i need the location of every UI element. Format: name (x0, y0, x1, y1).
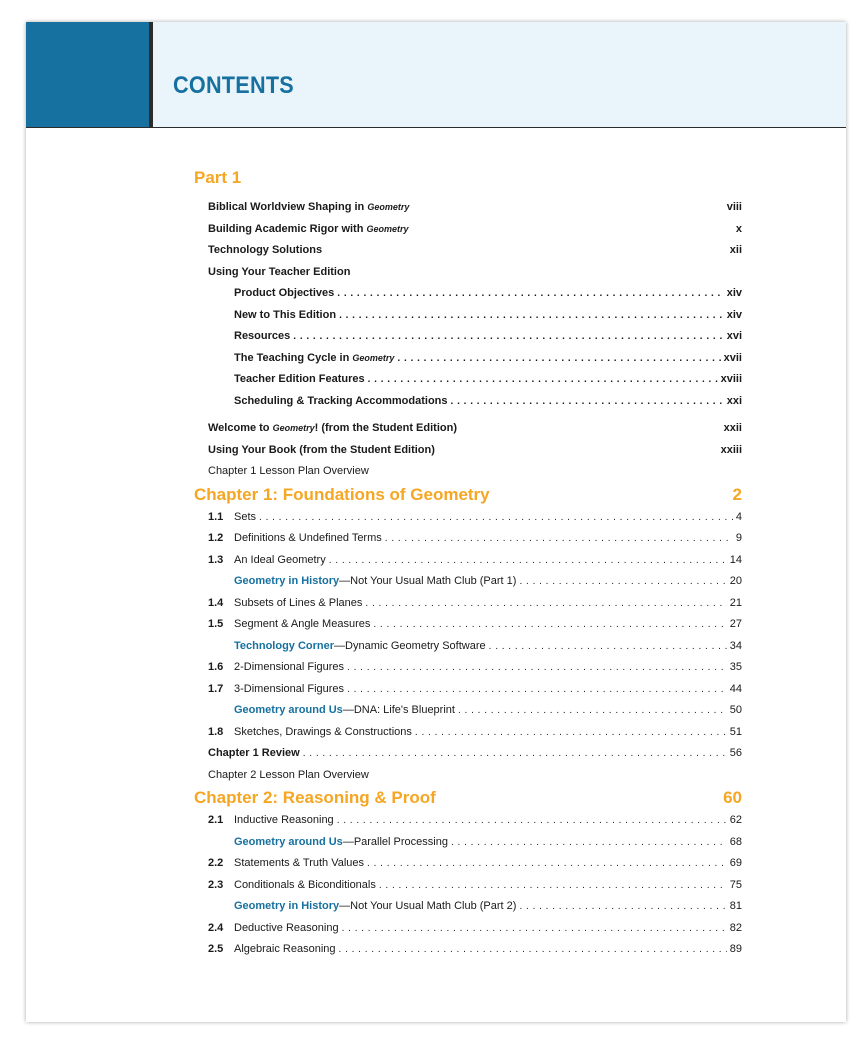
table-of-contents (194, 167, 742, 961)
dot-leader (347, 679, 727, 701)
section-page: 14 (729, 553, 742, 566)
review-page: 56 (729, 747, 742, 759)
entry-title: Teacher Edition Features (234, 373, 365, 385)
section-page: 51 (729, 725, 742, 738)
dot-leader (458, 700, 727, 722)
dot-leader (519, 896, 726, 918)
toc-entry[interactable] (194, 418, 742, 440)
entry-title: Biblical Worldview Shaping in Geometry (208, 201, 410, 213)
chapter-heading[interactable] (194, 483, 742, 507)
toc-section[interactable] (194, 507, 742, 529)
header-color-block (26, 22, 153, 127)
review-title: Chapter 1 Review (208, 747, 300, 759)
dot-leader (489, 636, 727, 658)
section-page: 4 (735, 510, 742, 523)
entry-page: xviii (720, 373, 742, 385)
entry-page: xii (729, 244, 742, 256)
toc-feature[interactable] (194, 700, 742, 722)
dot-leader (337, 283, 723, 305)
section-number: 1.5 (208, 618, 224, 630)
section-title: Conditionals & Biconditionals (234, 878, 376, 891)
section-page: 89 (729, 943, 742, 955)
section-title: Sketches, Drawings & Constructions (234, 725, 412, 738)
section-page: 34 (729, 639, 742, 652)
entry-title: Technology Solutions (208, 244, 323, 256)
feature-title: Geometry in History—Not Your Usual Math Club (Part 1) (234, 575, 517, 587)
chapter-title: Chapter 1: Foundations of Geometry (194, 484, 490, 504)
chapter-1-list (194, 507, 742, 787)
section-title: Algebraic Reasoning (234, 943, 336, 955)
book-page (26, 22, 846, 1022)
entry-title: Using Your Teacher Edition (208, 265, 351, 278)
dot-leader (339, 939, 727, 961)
dot-leader (373, 614, 726, 636)
section-number: 2.3 (208, 878, 224, 891)
feature-title: Geometry around Us—DNA: Life's Blueprint (234, 704, 455, 716)
dot-leader (519, 571, 726, 593)
toc-entry[interactable] (194, 262, 742, 284)
feature-title: Geometry in History—Not Your Usual Math Club (Part 2) (234, 900, 517, 912)
dot-leader (347, 657, 727, 679)
entry-page: xvii (723, 351, 742, 364)
section-page: 81 (729, 900, 742, 912)
entry-title: Using Your Book (from the Student Edition) (208, 443, 435, 456)
entry-title: Welcome to Geometry! (from the Student Edition) (208, 422, 457, 434)
toc-feature[interactable] (194, 896, 742, 918)
section-page: 75 (729, 878, 742, 891)
toc-subentry[interactable] (194, 305, 742, 327)
dot-leader (293, 326, 723, 348)
section-number: 1.1 (208, 510, 224, 523)
dot-leader (342, 918, 727, 940)
chapter-title: Chapter 2: Reasoning & Proof (194, 788, 436, 807)
toc-feature[interactable] (194, 571, 742, 593)
toc-review[interactable] (194, 743, 742, 765)
dot-leader (303, 743, 727, 765)
toc-subentry[interactable] (194, 283, 742, 305)
toc-subentry[interactable] (194, 326, 742, 348)
feature-title: Technology Corner—Dynamic Geometry Software (234, 639, 486, 652)
entry-title: Chapter 2 Lesson Plan Overview (208, 768, 369, 781)
section-page: 69 (729, 857, 742, 869)
section-page: 44 (729, 682, 742, 695)
section-number: 1.6 (208, 661, 224, 673)
toc-subentry[interactable] (194, 348, 742, 370)
section-title: 3-Dimensional Figures (234, 682, 345, 695)
dot-leader (329, 550, 727, 572)
dot-leader (337, 810, 727, 832)
entry-title: New to This Edition (234, 308, 337, 321)
dot-leader (415, 722, 727, 744)
toc-feature[interactable] (194, 832, 742, 854)
entry-page: xxi (726, 394, 742, 407)
toc-entry[interactable] (194, 440, 742, 462)
dot-leader (385, 528, 733, 550)
section-number: 1.4 (208, 596, 224, 609)
dot-leader (339, 305, 724, 327)
section-number: 2.2 (208, 857, 224, 869)
dot-leader (379, 875, 727, 897)
toc-subentry[interactable] (194, 369, 742, 391)
section-page: 20 (729, 575, 742, 587)
entry-title: Resources (234, 330, 291, 342)
toc-feature[interactable] (194, 636, 742, 658)
section-title: Statements & Truth Values (234, 857, 365, 869)
toc-entry[interactable] (194, 197, 742, 219)
entry-page: xiv (726, 308, 742, 321)
toc-section[interactable] (194, 528, 742, 550)
section-page: 68 (729, 835, 742, 848)
entry-page: xxii (723, 422, 742, 434)
entry-page: xxiii (720, 443, 742, 456)
section-page: 9 (735, 532, 742, 544)
entry-title: The Teaching Cycle in Geometry (234, 351, 395, 364)
chapter-page: 60 (723, 788, 742, 807)
section-title: Sets (234, 510, 257, 523)
entry-page: viii (726, 201, 742, 213)
section-title: Subsets of Lines & Planes (234, 596, 363, 609)
toc-entry[interactable] (194, 240, 742, 262)
entry-title: Scheduling & Tracking Accommodations (234, 394, 448, 407)
entry-title: Chapter 1 Lesson Plan Overview (208, 465, 369, 477)
section-title: Definitions & Undefined Terms (234, 532, 382, 544)
section-page: 21 (729, 596, 742, 609)
section-number: 2.5 (208, 943, 224, 955)
entry-page: xiv (726, 287, 742, 299)
section-page: 50 (729, 704, 742, 716)
dot-leader (365, 593, 726, 615)
section-number: 2.1 (208, 814, 224, 826)
section-number: 1.7 (208, 682, 224, 695)
section-title: Segment & Angle Measures (234, 618, 371, 630)
part-heading: Part 1 (194, 168, 242, 187)
toc-section[interactable] (194, 875, 742, 897)
toc-entry[interactable] (194, 219, 742, 241)
dot-leader (397, 348, 720, 370)
toc-section[interactable] (194, 593, 742, 615)
toc-section[interactable] (194, 853, 742, 875)
chapter-2-list (194, 810, 742, 961)
dot-leader (368, 369, 718, 391)
section-title: 2-Dimensional Figures (234, 661, 345, 673)
entry-page: x (735, 222, 742, 235)
entry-title: Product Objectives (234, 287, 335, 299)
section-page: 35 (729, 661, 742, 673)
section-page: 27 (729, 618, 742, 630)
toc-section[interactable] (194, 810, 742, 832)
section-page: 62 (729, 814, 742, 826)
entry-title: Building Academic Rigor with Geometry (208, 222, 409, 235)
chapter-page: 2 (732, 484, 742, 504)
section-title: Inductive Reasoning (234, 814, 334, 826)
toc-entry[interactable] (194, 461, 742, 483)
page-header (26, 22, 846, 128)
toc-section[interactable] (194, 550, 742, 572)
toc-entry[interactable] (194, 765, 742, 787)
toc-section[interactable] (194, 722, 742, 744)
section-number: 1.2 (208, 532, 224, 544)
section-title: An Ideal Geometry (234, 553, 326, 566)
toc-subentry[interactable] (194, 391, 742, 413)
section-number: 2.4 (208, 921, 224, 934)
dot-leader (367, 853, 727, 875)
toc-section[interactable] (194, 918, 742, 940)
toc-section[interactable] (194, 614, 742, 636)
section-page: 82 (729, 921, 742, 934)
front-matter-list (194, 197, 742, 483)
toc-section[interactable] (194, 679, 742, 701)
section-number: 1.3 (208, 553, 224, 566)
entry-page: xvi (726, 330, 742, 342)
section-title: Deductive Reasoning (234, 921, 339, 934)
page-title: CONTENTS (173, 72, 294, 99)
dot-leader (259, 507, 733, 529)
toc-section[interactable] (194, 939, 742, 961)
toc-section[interactable] (194, 657, 742, 679)
dot-leader (451, 832, 727, 854)
section-number: 1.8 (208, 725, 224, 738)
dot-leader (451, 391, 724, 413)
feature-title: Geometry around Us—Parallel Processing (234, 835, 448, 848)
chapter-heading[interactable] (194, 786, 742, 810)
